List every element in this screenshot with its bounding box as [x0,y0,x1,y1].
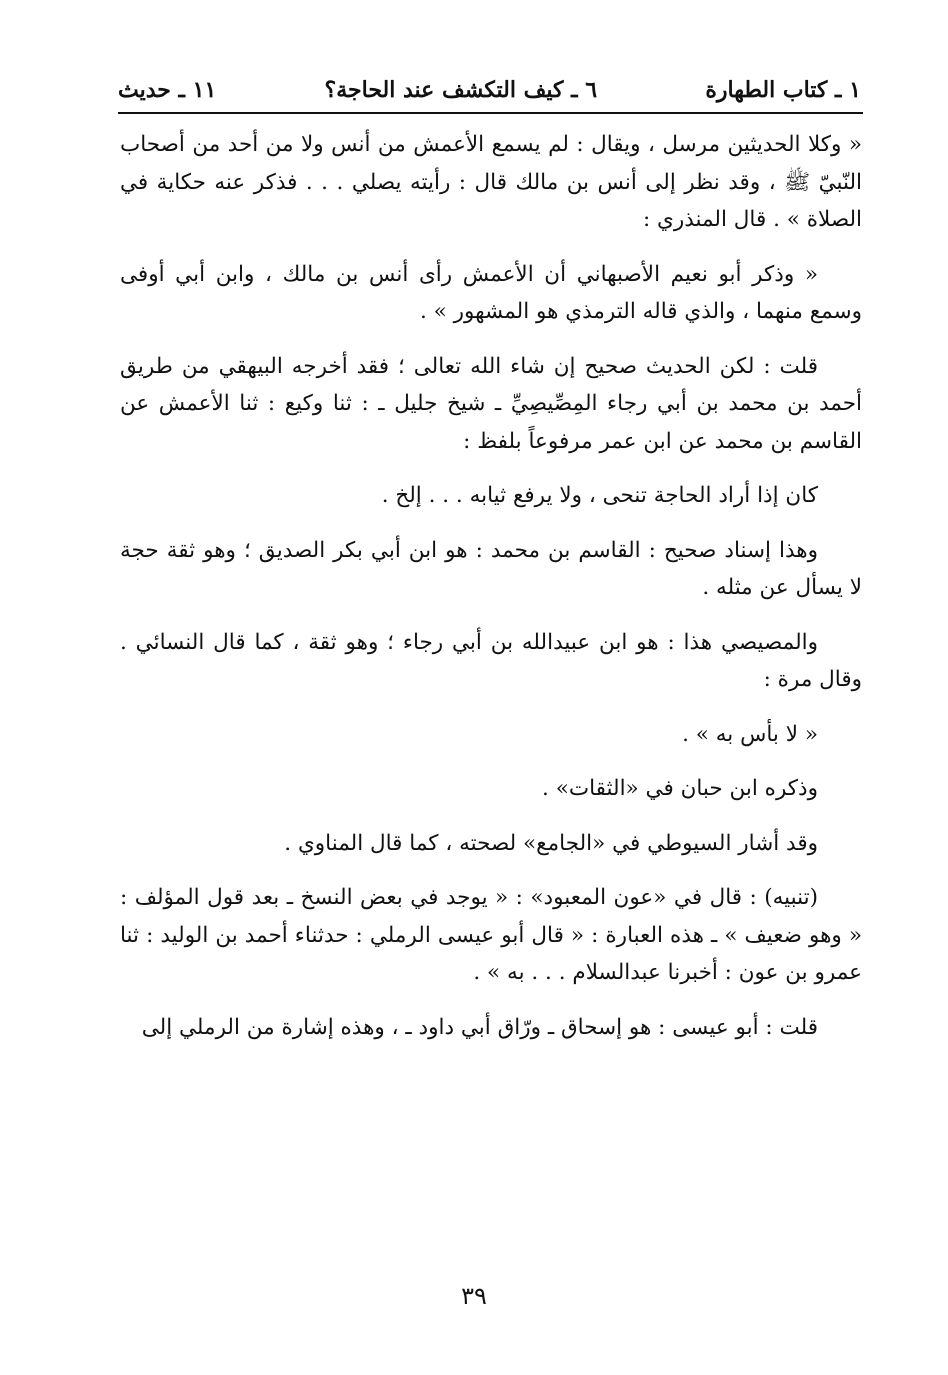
header-book-title: ١ ـ كتاب الطهارة [705,77,861,103]
paragraph: وقد أشار السيوطي في «الجامع» لصحته ، كما قال المناوي . [284,830,818,856]
paragraph: والمصيصي هذا : هو ابن عبيدالله بن أبي رجاء ؛ وهو ثقة ، كما قال النسائي . وقال مرة : [120,629,862,692]
paragraph: « لا بأس به » . [682,721,818,747]
body-text [120,126,862,1063]
paragraph: (تنبيه) : قال في «عون المعبود» : « يوجد في بعض النسخ ـ بعد قول المؤلف : « وهو ضعيف » ـ هذه العبارة : « قال أبو عيسى الرملي : حدثناء أحمد بن الوليد : ثنا عمرو بن عون : أخبرنا عبدالسلام . . . به » . [120,885,862,985]
page-number: ٣٩ [461,1282,487,1310]
paragraph: وذكره ابن حبان في «الثقات» . [542,776,818,801]
paragraph: كان إذا أراد الحاجة تنحى ، ولا يرفع ثيابه . . . إلخ . [381,483,818,508]
header-rule [118,112,863,114]
paragraph: وهذا إسناد صحيح : القاسم بن محمد : هو ابن أبي بكر الصديق ؛ وهو ثقة حجة لا يسأل عن مثله . [120,537,862,600]
paragraph: « وكلا الحديثين مرسل ، ويقال : لم يسمع الأعمش من أنس ولا من أحد من أصحاب النّبيّ ﷺ ، وقد نظر إلى أنس بن مالك قال : رأيته يصلي . . . فذكر عنه حكاية في الصلاة » . قال المنذري : [120,132,862,232]
paragraph: « وذكر أبو نعيم الأصبهاني أن الأعمش رأى أنس بن مالك ، وابن أبي أوفى وسمع منهما ، والذي قاله الترمذي هو المشهور » . [120,261,862,324]
running-header [118,70,861,110]
header-chapter-title: ٦ ـ كيف التكشف عند الحاجة؟ [324,77,598,103]
paragraph: قلت : لكن الحديث صحيح إن شاء الله تعالى ؛ فقد أخرجه البيهقي من طريق أحمد بن محمد بن أبي رجاء المِصِّيصِيِّ ـ شيخ جليل ـ : ثنا وكيع : ثنا الأعمش عن القاسم بن محمد عن ابن عمر مرفوعاً بلفظ : [120,353,862,454]
paragraph: قلت : أبو عيسى : هو إسحاق ـ ورّاق أبي داود ـ ، وهذه إشارة من الرملي إلى [141,1014,818,1040]
header-hadith-number: ١١ ـ حديث [118,77,217,103]
